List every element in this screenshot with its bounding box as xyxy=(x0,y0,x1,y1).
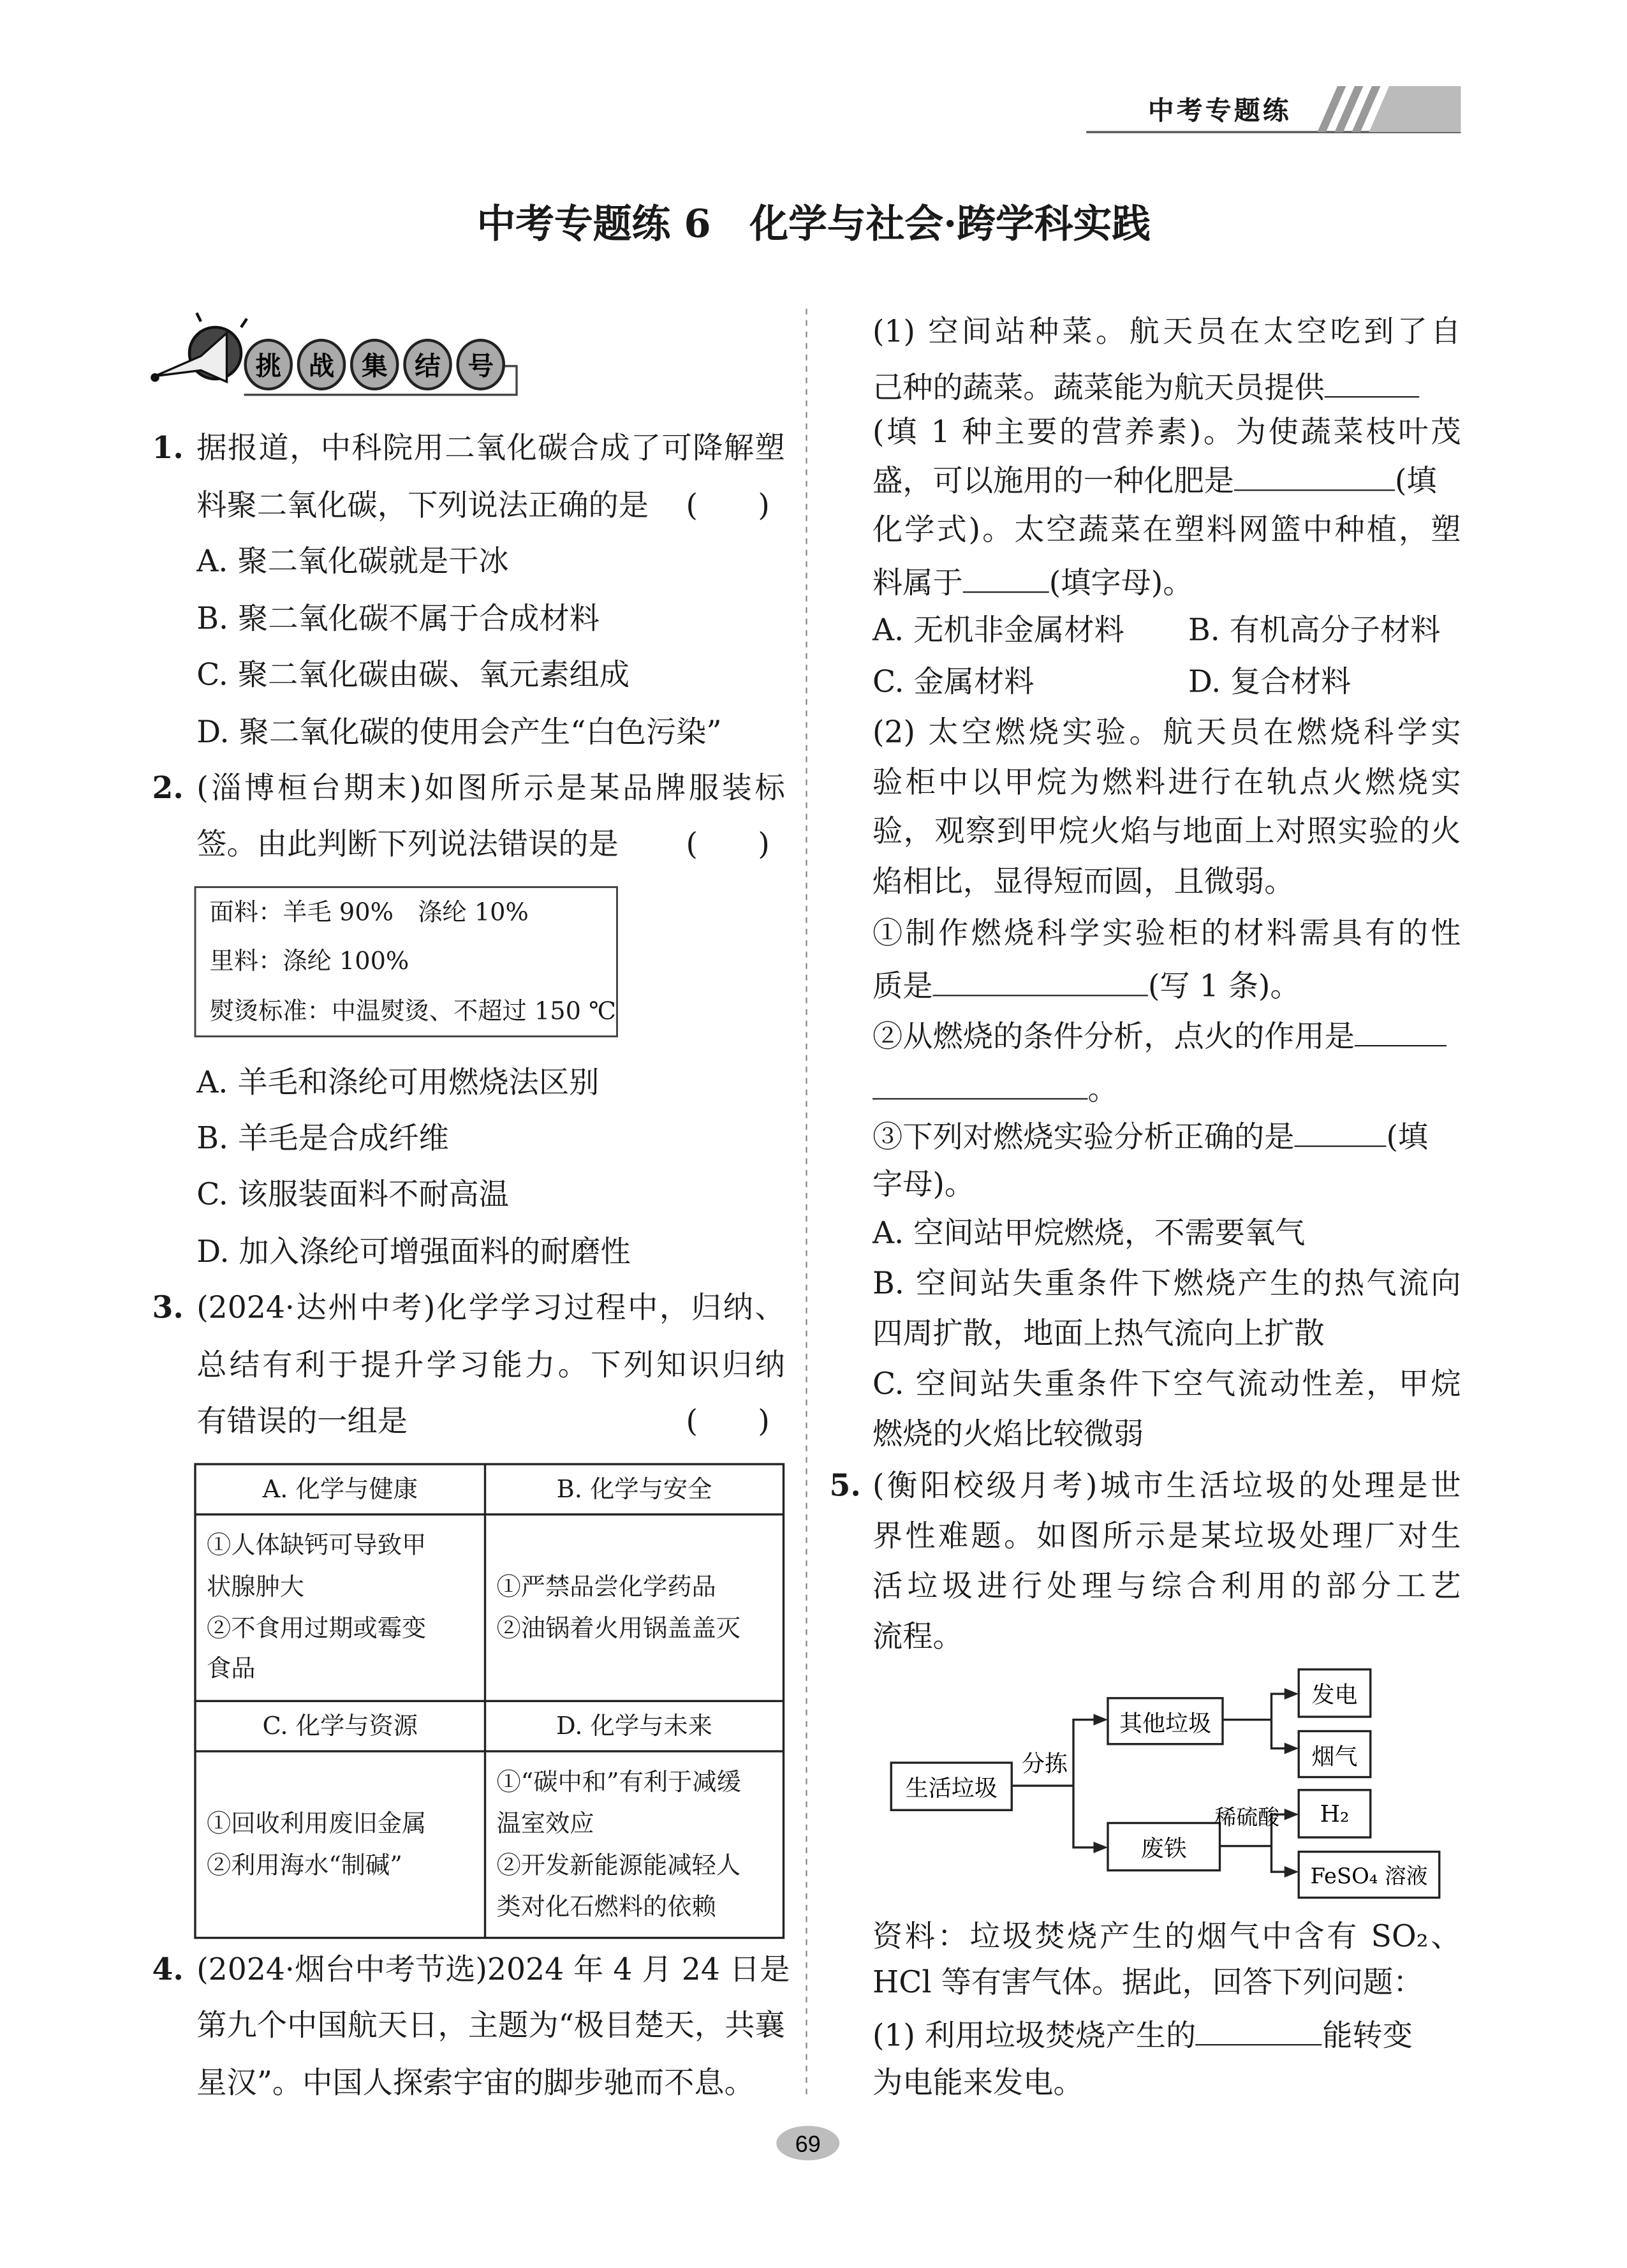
table-cell-a: 食品 xyxy=(207,1655,256,1684)
q5-sub1 xyxy=(872,2015,1413,2053)
q2-option-b: B. 羊毛是合成纤维 xyxy=(196,1121,449,1156)
table-cell-a: 状腺肿大 xyxy=(207,1573,304,1602)
q4-p1-option-c: C. 金属材料 xyxy=(872,664,1034,699)
banner-char: 战 xyxy=(308,350,335,382)
q5-sub1: 为电能来发电。 xyxy=(872,2065,1084,2100)
label-line: 里料：涤纶 100% xyxy=(209,947,409,976)
answer-blank[interactable] xyxy=(1196,2015,1322,2045)
header-stripes-icon xyxy=(1318,86,1461,132)
q4-p2-option-a: A. 空间站甲烷燃烧，不需要氧气 xyxy=(872,1215,1306,1250)
section-header: 中考专题练 xyxy=(1148,96,1292,126)
table-cell-b: ①严禁品尝化学药品 xyxy=(496,1573,716,1602)
table-cell-d: ②开发新能源能减轻人 xyxy=(496,1851,740,1881)
table-cell-d: ①“碳中和”有利于减缓 xyxy=(496,1768,741,1797)
q1-number: 1. xyxy=(152,429,184,465)
q4-p1: (1) 空间站种菜。航天员在太空吃到了自 xyxy=(872,314,1461,349)
q4-p2-option-c: 燃烧的火焰比较微弱 xyxy=(872,1416,1144,1451)
q4-p2-option-b: 四周扩散，地面上热气流向上扩散 xyxy=(872,1316,1325,1351)
table-cell-c: ①回收利用废旧金属 xyxy=(207,1810,427,1839)
answer-blank[interactable] xyxy=(872,1069,1088,1099)
answer-blank[interactable] xyxy=(1325,367,1420,397)
q3-stem: 有错误的一组是 xyxy=(196,1404,408,1439)
text: 。 xyxy=(1087,1072,1118,1107)
diagram-feso4: FeSO₄ 溶液 xyxy=(1310,1864,1428,1888)
q4-p2 xyxy=(872,966,1300,1004)
q4-p2-option-b: B. 空间站失重条件下燃烧产生的热气流向 xyxy=(872,1266,1461,1301)
text: 料属于 xyxy=(872,565,963,600)
q3-number: 3. xyxy=(152,1289,184,1325)
table-header-b: B. 化学与安全 xyxy=(556,1476,712,1504)
diagram-sort-label: 分拣 xyxy=(1021,1751,1068,1777)
table-header-c: C. 化学与资源 xyxy=(262,1712,418,1742)
q2-number: 2. xyxy=(152,769,184,806)
text: (填字母)。 xyxy=(1049,565,1193,600)
table-cell-c: ②利用海水“制碱” xyxy=(207,1851,402,1881)
page-number: 69 xyxy=(795,2130,821,2157)
q2-option-a: A. 羊毛和涤纶可用燃烧法区别 xyxy=(196,1065,600,1100)
table-cell-a: ②不食用过期或霉变 xyxy=(207,1615,427,1644)
diagram-h2: H₂ xyxy=(1320,1801,1350,1828)
q4-p2: 验柜中以甲烷为燃料进行在轨点火燃烧实 xyxy=(872,765,1461,800)
q2-stem: 签。由此判断下列说法错误的是 xyxy=(196,827,619,861)
q3-stem: 总结有利于提升学习能力。下列知识归纳 xyxy=(196,1347,785,1382)
q4-p1 xyxy=(872,461,1437,498)
answer-blank[interactable] xyxy=(1295,1117,1387,1147)
page-title: 中考专题练 6 化学与社会·跨学科实践 xyxy=(476,202,1151,247)
diagram-power: 发电 xyxy=(1311,1682,1358,1708)
q4-p2: 字母)。 xyxy=(872,1167,975,1202)
q5-info: 资料：垃圾焚烧产生的烟气中含有 SO₂、 xyxy=(872,1919,1461,1954)
text: 己种的蔬菜。蔬菜能为航天员提供 xyxy=(872,370,1325,405)
q1-option-b: B. 聚二氧化碳不属于合成材料 xyxy=(196,601,600,636)
text: ③下列对燃烧实验分析正确的是 xyxy=(872,1120,1295,1154)
q4-stem: (2024·烟台中考节选)2024 年 4 月 24 日是 xyxy=(196,1952,790,1987)
q1-option-a: A. 聚二氧化碳就是干冰 xyxy=(196,544,509,579)
q4-p2 xyxy=(872,1117,1428,1155)
q1-answer-bracket[interactable]: ( ) xyxy=(686,488,770,523)
q4-p1: (填 1 种主要的营养素)。为使蔬菜枝叶茂 xyxy=(872,415,1461,450)
label-line: 面料：羊毛 90% 涤纶 10% xyxy=(209,898,529,928)
trumpet-icon xyxy=(151,313,247,382)
q4-p2: 验，观察到甲烷火焰与地面上对照实验的火 xyxy=(872,813,1461,849)
text: (1) 利用垃圾焚烧产生的 xyxy=(872,2018,1196,2053)
q4-stem: 第九个中国航天日，主题为“极目楚天，共襄 xyxy=(196,2008,785,2043)
banner-char: 结 xyxy=(415,350,441,382)
q4-p2 xyxy=(872,1016,1447,1054)
table-cell-a: ①人体缺钙可导致甲 xyxy=(207,1531,427,1560)
banner-char: 集 xyxy=(362,350,388,382)
q2-stem: (淄博桓台期末)如图所示是某品牌服装标 xyxy=(196,771,785,806)
diagram-smoke: 烟气 xyxy=(1311,1744,1358,1770)
text: (填 xyxy=(1386,1120,1429,1154)
diagram-iron: 废铁 xyxy=(1140,1835,1187,1862)
q4-p2-option-c: C. 空间站失重条件下空气流动性差，甲烷 xyxy=(872,1367,1461,1401)
q4-p1-option-d: D. 复合材料 xyxy=(1188,664,1351,699)
table-header-d: D. 化学与未来 xyxy=(556,1712,712,1742)
text: ②从燃烧的条件分析，点火的作用是 xyxy=(872,1019,1355,1054)
table-cell-b: ②油锅着火用锅盖盖灭 xyxy=(496,1615,740,1644)
table-cell-d: 类对化石燃料的依赖 xyxy=(496,1893,716,1922)
text: 质是 xyxy=(872,968,933,1004)
q2-answer-bracket[interactable]: ( ) xyxy=(686,827,770,861)
q4-p2: (2) 太空燃烧实验。航天员在燃烧科学实 xyxy=(872,715,1461,750)
q5-number: 5. xyxy=(829,1467,861,1503)
answer-blank[interactable] xyxy=(1355,1016,1447,1046)
text: 盛，可以施用的一种化肥是 xyxy=(872,463,1234,498)
q1-stem: 据报道，中科院用二氧化碳合成了可降解塑 xyxy=(196,431,785,465)
q5-stem: (衡阳校级月考)城市生活垃圾的处理是世 xyxy=(872,1468,1461,1503)
banner-char: 挑 xyxy=(255,350,281,382)
q4-p1: 化学式)。太空蔬菜在塑料网篮中种植，塑 xyxy=(872,512,1461,547)
text: 能转变 xyxy=(1322,2018,1413,2053)
banner-char: 号 xyxy=(467,350,494,382)
answer-blank[interactable] xyxy=(1234,461,1395,491)
q4-p2: 焰相比，显得短而圆，且微弱。 xyxy=(872,864,1295,899)
table-header-a: A. 化学与健康 xyxy=(262,1476,418,1504)
q1-option-d: D. 聚二氧化碳的使用会产生“白色污染” xyxy=(196,715,722,750)
q1-stem: 料聚二氧化碳，下列说法正确的是 xyxy=(196,488,649,523)
q2-option-d: D. 加入涤纶可增强面料的耐磨性 xyxy=(196,1234,631,1269)
q5-stem: 流程。 xyxy=(872,1619,963,1654)
text: (写 1 条)。 xyxy=(1148,968,1300,1004)
q5-stem: 活垃圾进行处理与综合利用的部分工艺 xyxy=(872,1569,1461,1604)
q2-option-c: C. 该服装面料不耐高温 xyxy=(196,1177,510,1212)
q5-info: HCl 等有害气体。据此，回答下列问题： xyxy=(872,1965,1424,2000)
diagram-start: 生活垃圾 xyxy=(905,1775,998,1802)
table-cell-d: 温室效应 xyxy=(496,1810,594,1839)
diagram-other: 其他垃圾 xyxy=(1119,1710,1212,1737)
q4-p2: ①制作燃烧科学实验柜的材料需具有的性 xyxy=(872,915,1461,951)
q4-stem: 星汉”。中国人探索宇宙的脚步驰而不息。 xyxy=(196,2065,755,2100)
text: (填 xyxy=(1395,463,1437,498)
q3-answer-bracket[interactable]: ( ) xyxy=(686,1404,770,1439)
answer-blank[interactable] xyxy=(933,966,1149,996)
q4-p1-option-a: A. 无机非金属材料 xyxy=(872,612,1124,648)
q4-p1 xyxy=(872,563,1193,600)
diagram-acid-label: 稀硫酸 xyxy=(1214,1804,1279,1830)
label-line: 熨烫标准：中温熨烫、不超过 150 ℃ xyxy=(209,997,616,1027)
q3-stem: (2024·达州中考)化学学习过程中，归纳、 xyxy=(196,1290,785,1325)
q4-p1 xyxy=(872,367,1419,405)
q4-number: 4. xyxy=(152,1950,184,1987)
q5-stem: 界性难题。如图所示是某垃圾处理厂对生 xyxy=(872,1518,1461,1553)
q1-option-c: C. 聚二氧化碳由碳、氧元素组成 xyxy=(196,657,630,692)
q4-p2 xyxy=(872,1069,1118,1107)
q4-p1-option-b: B. 有机高分子材料 xyxy=(1188,612,1441,648)
answer-blank[interactable] xyxy=(963,563,1049,593)
